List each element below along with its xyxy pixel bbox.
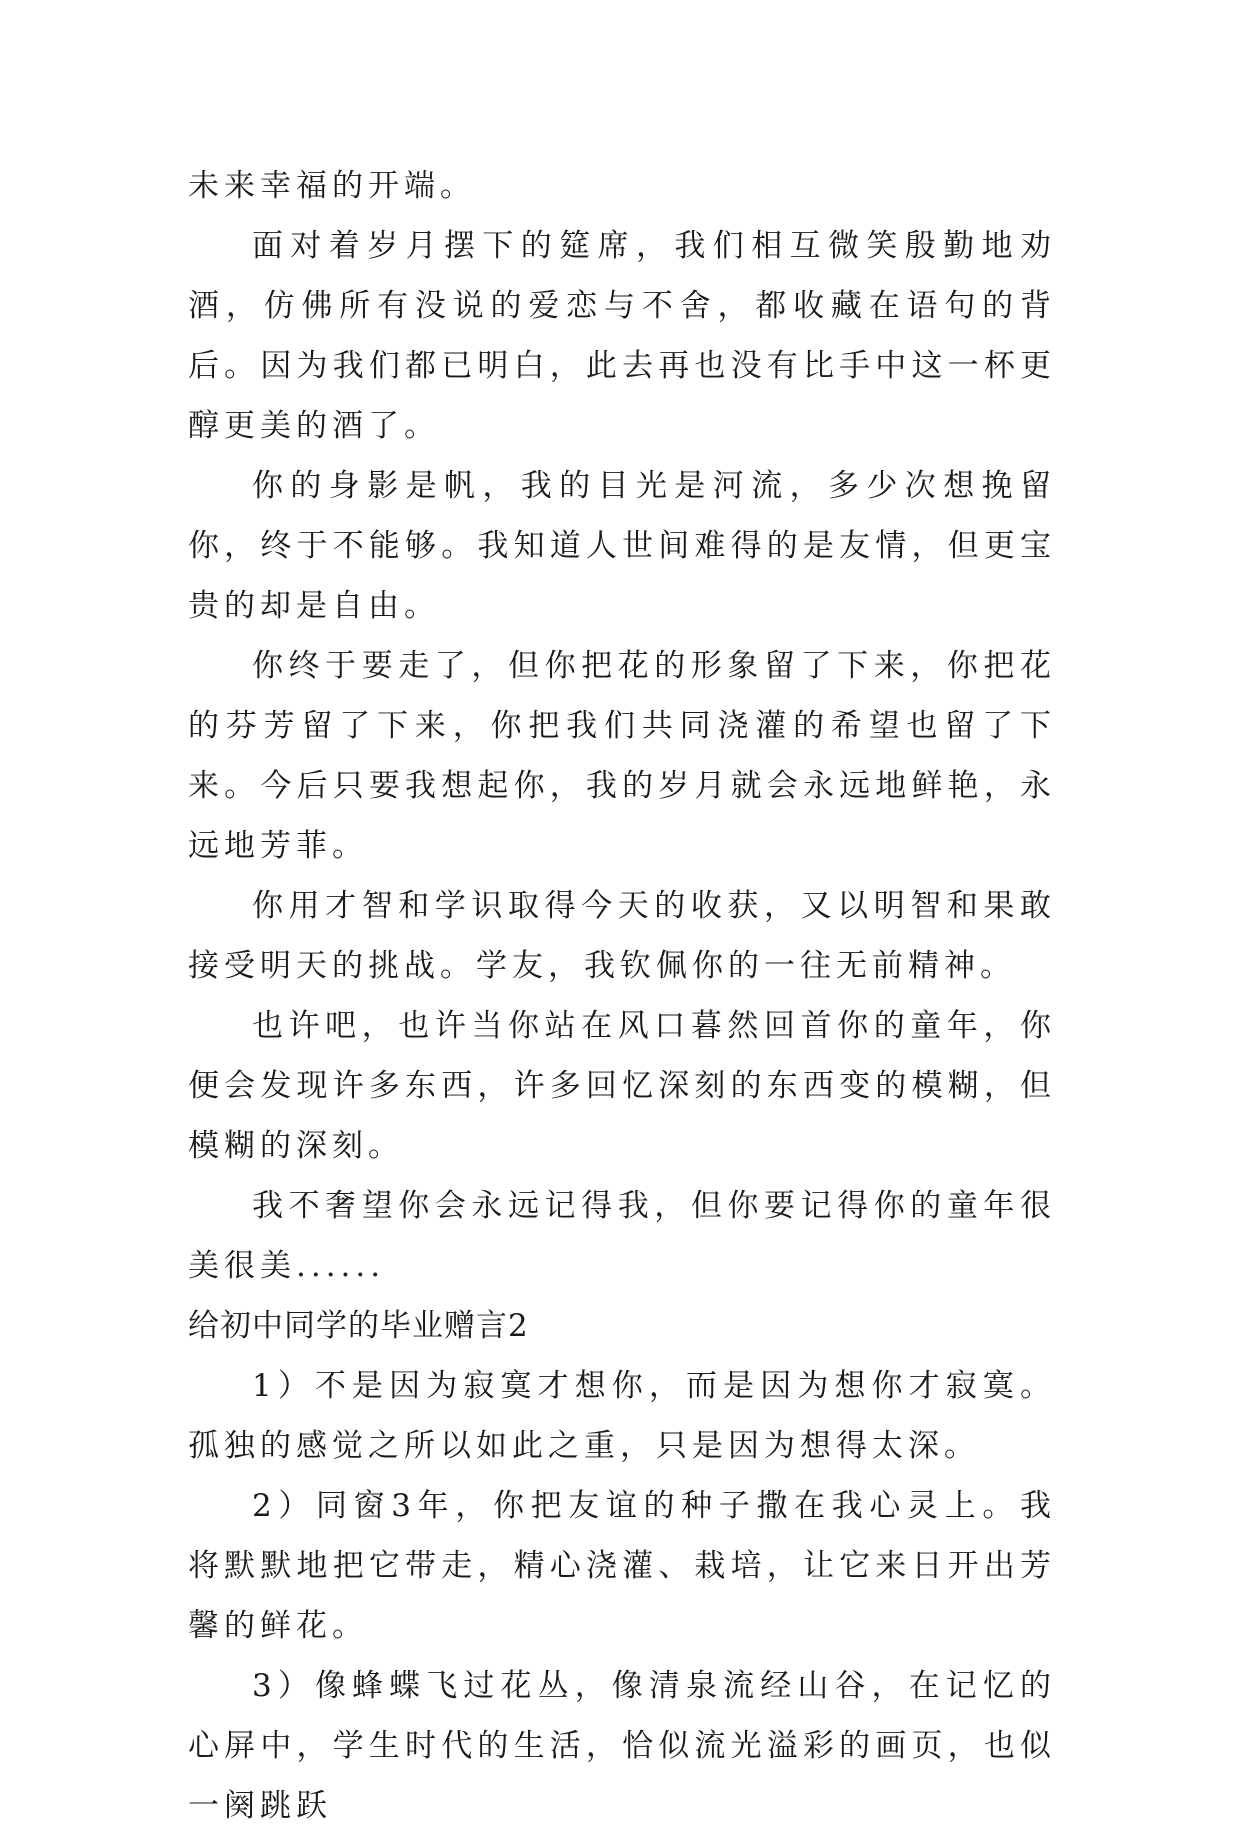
paragraph: 你用才智和学识取得今天的收获，又以明智和果敢接受明天的挑战。学友，我钦佩你的一往无前精神。 [188, 888, 1056, 984]
paragraph: 你终于要走了，但你把花的形象留了下来，你把花的芬芳留了下来，你把我们共同浇灌的希望也留了下来。今后只要我想起你，我的岁月就会永远地鲜艳，永远地芳菲。 [188, 648, 1056, 864]
section-heading: 给初中同学的毕业赠言2 [188, 1308, 529, 1344]
paragraph: 3）像蜂蝶飞过花丛，像清泉流经山谷，在记忆的心屏中，学生时代的生活，恰似流光溢彩的画页，也似一阕跳跃 [188, 1668, 1056, 1824]
paragraph: 1）不是因为寂寞才想你，而是因为想你才寂寞。孤独的感觉之所以如此之重，只是因为想得太深。 [188, 1368, 1056, 1464]
paragraph: 面对着岁月摆下的筵席，我们相互微笑殷勤地劝酒，仿佛所有没说的爱恋与不舍，都收藏在语句的背后。因为我们都已明白，此去再也没有比手中这一杯更醇更美的酒了。 [188, 228, 1056, 444]
document-body [188, 156, 1056, 1836]
paragraph: 你的身影是帆，我的目光是河流，多少次想挽留你，终于不能够。我知道人世间难得的是友情，但更宝贵的却是自由。 [188, 468, 1056, 624]
paragraph: 我不奢望你会永远记得我，但你要记得你的童年很美很美...... [188, 1188, 1056, 1284]
paragraph: 2）同窗3年，你把友谊的种子撒在我心灵上。我将默默地把它带走，精心浇灌、栽培，让它来日开出芳馨的鲜花。 [188, 1488, 1056, 1644]
paragraph: 未来幸福的开端。 [188, 168, 476, 204]
paragraph: 也许吧，也许当你站在风口暮然回首你的童年，你便会发现许多东西，许多回忆深刻的东西变的模糊，但模糊的深刻。 [188, 1008, 1056, 1164]
